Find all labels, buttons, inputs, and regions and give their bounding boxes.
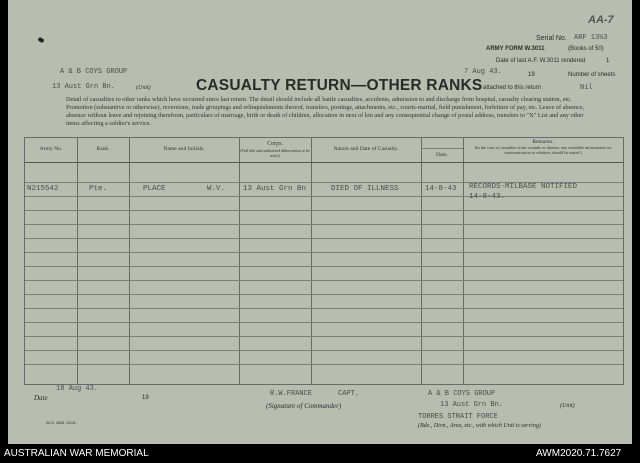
army-form-label: ARMY FORM W.3011 [486, 46, 545, 52]
unit-name: 13 Aust Grn Bn. [52, 83, 116, 91]
instructions-text: Detail of casualties to other ranks which have occurred since last return. The detail should include all battle casualties, accidents, admission to and discharge from hospital, casualty clearing station, etc. Promotion (substantive or otherwise), reversions, trade groupings and relinquishments thereof, transfers, postings, attachments, etc., courts-martial, field punishment, forfeiture of pay, etc. Leave of absence, absence without leave and rejoining therefrom, particulars of marriage, birth or death of children, allocation in next of kin and any consequential change of postal address, transfers to "X" List and any other items affecting a soldier's service. [66, 96, 585, 127]
sheets-value: Nil [580, 84, 593, 92]
header-name: Name and Initials. [163, 146, 205, 152]
header-nature: Nature and Date of Casualty. [333, 146, 399, 152]
row-date: 14-8-43 [425, 185, 457, 193]
row-rank: Pte. [89, 185, 108, 193]
serial-value: ARF 13½3 [574, 34, 608, 42]
footer-date-value: 18 Aug 43. [56, 385, 99, 393]
unit-group: A & B COYS GROUP [60, 68, 128, 76]
casualty-return-form [8, 0, 632, 444]
row-remarks: RECORDS-MILBASE NOTIFIED [469, 183, 578, 191]
force-label: (Bde., Divn., Area, etc., with which Unit is serving) [418, 423, 541, 429]
row-army-no: N215542 [27, 185, 59, 193]
attached-label: attached to this return [483, 85, 542, 91]
footer-unit-name: 13 Aust Grn Bn. [440, 401, 504, 409]
return-date: 7 Aug 43. [464, 68, 502, 76]
footer-unit-label: (Unit) [560, 403, 575, 409]
header-corps: Corps. [267, 141, 283, 147]
commander-rank: CAPT. [338, 390, 360, 398]
print-code: W.O. 3681 13/41 [46, 420, 77, 425]
casualty-table [24, 137, 624, 385]
header-corps-note: (Full title and authorized abbreviation to be used.) [240, 148, 310, 158]
commander-name: R.W.FRANCE [270, 390, 313, 398]
punch-hole [37, 37, 44, 43]
serial-label: Serial No. [536, 35, 567, 42]
footer-year-prefix: 19 [142, 395, 149, 401]
row-corps: 13 Aust Grn Bn [243, 185, 307, 193]
date-last-label: Date of last A.F. W.3011 rendered [496, 58, 586, 64]
year-prefix: 19 [528, 72, 535, 78]
row-remarks-date: 14-8-43. [469, 193, 506, 201]
archive-caption-bar [0, 444, 640, 463]
header-remarks: Remarks. [532, 139, 554, 145]
corner-mark: AA-7 [588, 14, 614, 26]
row-nature: DIED OF ILLNESS [331, 185, 399, 193]
form-title: CASUALTY RETURN—OTHER RANKS [196, 77, 483, 94]
row-name: PLACE [143, 185, 166, 193]
row-initials: W.V. [207, 185, 226, 193]
commander-label: (Signature of Commander) [266, 402, 342, 410]
header-rank: Rank. [96, 146, 110, 152]
footer-unit-group: A & B COYS GROUP [428, 390, 496, 398]
caption-right: AWM2020.71.7627 [536, 448, 622, 459]
header-army-no: Army No. [39, 146, 63, 152]
header-remarks-note: (In the case of casualties from wounds or disease, any available information for communication to relatives should be stated.) [474, 145, 612, 155]
unit-label: (Unit) [136, 85, 151, 91]
date-last-mark: 1 [606, 58, 610, 64]
sheets-label: Number of sheets [568, 72, 616, 78]
caption-left: AUSTRALIAN WAR MEMORIAL [4, 448, 149, 459]
force-name: TORRES STRAIT FORCE [418, 413, 498, 421]
books-note: (Books of 50) [568, 46, 604, 52]
footer-date-label: Date [34, 394, 48, 402]
header-date: Date. [436, 152, 448, 158]
